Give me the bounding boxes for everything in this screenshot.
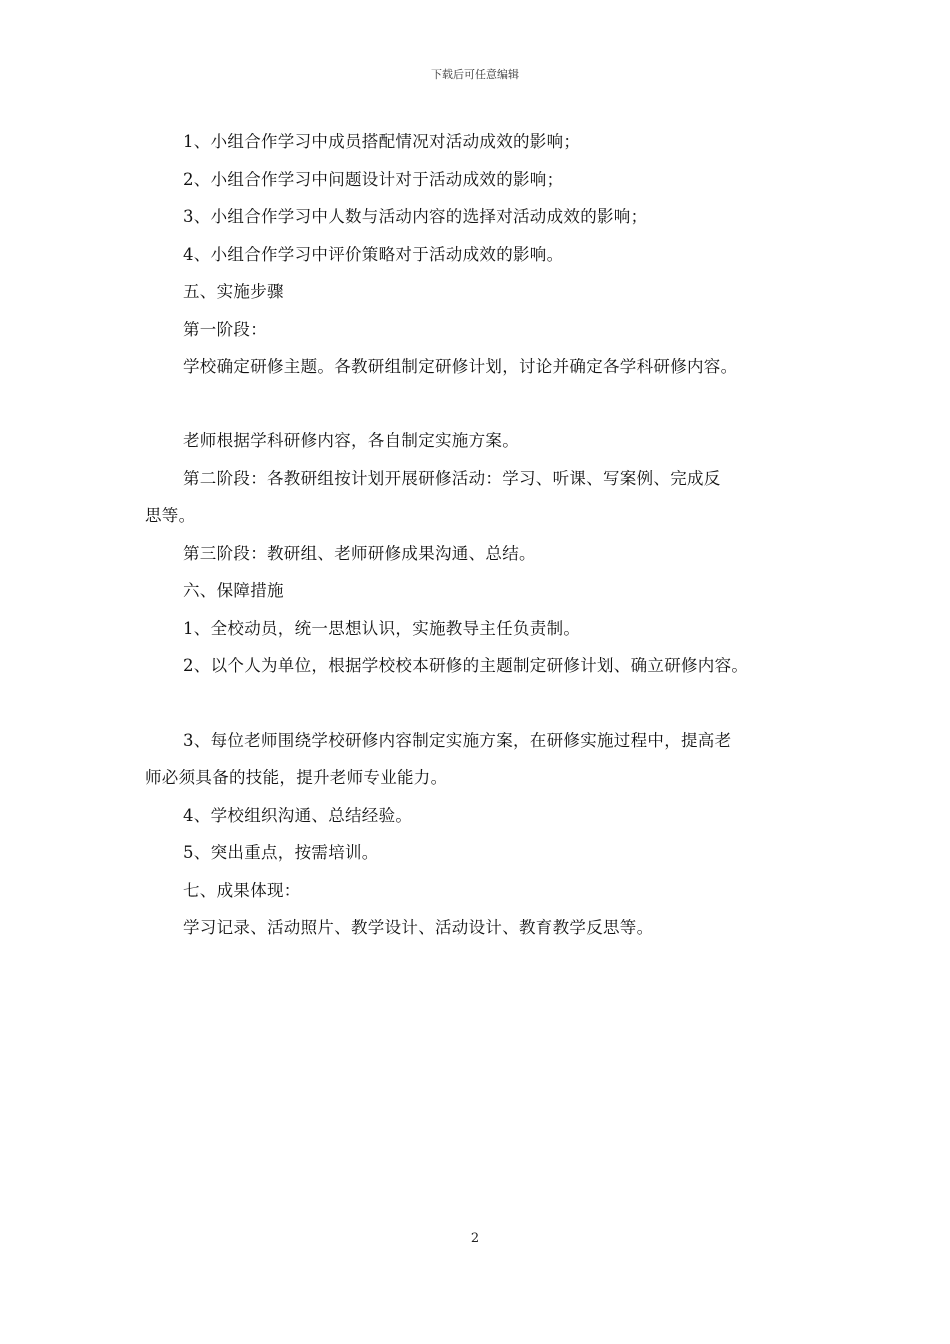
section-heading: 七、成果体现：	[183, 881, 301, 900]
text-line: 老师根据学科研修内容，各自制定实施方案。	[183, 431, 519, 450]
page-header: 下载后可任意编辑	[431, 68, 519, 81]
text-line: 1、全校动员，统一思想认识，实施教导主任负责制。	[183, 619, 581, 638]
text-line: 师必须具备的技能，提升老师专业能力。	[145, 768, 448, 787]
text-line: 第一阶段：	[183, 320, 267, 339]
text-line: 5、突出重点，按需培训。	[183, 843, 379, 862]
text-line: 2、小组合作学习中问题设计对于活动成效的影响；	[183, 170, 564, 189]
text-line: 4、学校组织沟通、总结经验。	[183, 806, 413, 825]
text-line: 第三阶段：教研组、老师研修成果沟通、总结。	[183, 544, 536, 563]
text-line: 3、小组合作学习中人数与活动内容的选择对活动成效的影响；	[183, 207, 648, 226]
text-line: 3、每位老师围绕学校研修内容制定实施方案，在研修实施过程中，提高老	[183, 731, 732, 750]
text-line: 2、以个人为单位，根据学校校本研修的主题制定研修计划、确立研修内容。	[183, 656, 749, 675]
text-line: 思等。	[145, 506, 196, 525]
text-line: 4、小组合作学习中评价策略对于活动成效的影响。	[183, 245, 564, 264]
section-heading: 六、保障措施	[183, 581, 284, 600]
text-line: 学校确定研修主题。各教研组制定研修计划，讨论并确定各学科研修内容。	[183, 357, 738, 376]
text-line: 第二阶段：各教研组按计划开展研修活动：学习、听课、写案例、完成反	[183, 469, 721, 488]
section-heading: 五、实施步骤	[183, 282, 284, 301]
page-number: 2	[470, 1231, 480, 1246]
text-line: 学习记录、活动照片、教学设计、活动设计、教育教学反思等。	[183, 918, 654, 937]
text-line: 1、小组合作学习中成员搭配情况对活动成效的影响；	[183, 132, 581, 151]
